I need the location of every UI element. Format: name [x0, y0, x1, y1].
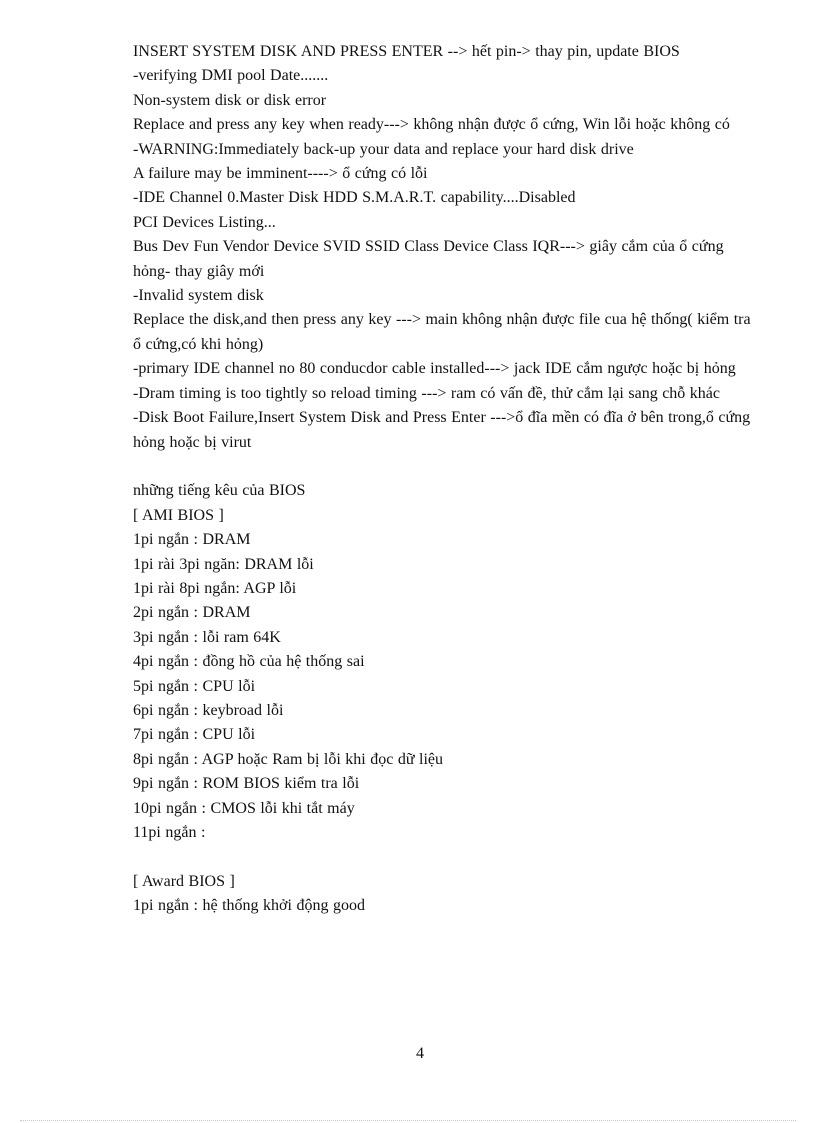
error-message-line: INSERT SYSTEM DISK AND PRESS ENTER --> hết pin-> thay pin, update BIOS	[133, 43, 680, 60]
ami-beep-item: 11pi ngắn :	[133, 823, 206, 841]
ami-beep-item: 9pi ngắn : ROM BIOS kiểm tra lỗi	[133, 775, 360, 793]
ami-beep-item: 5pi ngắn : CPU lỗi	[133, 677, 256, 695]
error-message-line: Replace the disk,and then press any key ---> main không nhận được file cua hệ thống( kiểm tra ổ cứng,có khi hỏng)	[133, 311, 756, 353]
error-message-line: A failure may be imminent----> ổ cứng có lỗi	[133, 165, 428, 183]
page-bottom-divider	[20, 1120, 796, 1121]
error-message-line: -verifying DMI pool Date.......	[133, 67, 329, 85]
ami-beep-item: 10pi ngắn : CMOS lỗi khi tắt máy	[133, 799, 355, 817]
ami-beep-item: 1pi rài 3pi ngăn: DRAM lỗi	[133, 555, 314, 573]
ami-beep-item: 2pi ngắn : DRAM	[133, 604, 251, 622]
document-body	[133, 40, 763, 919]
ami-beep-item: 1pi rài 8pi ngắn: AGP lỗi	[133, 579, 297, 597]
ami-bios-heading: [ AMI BIOS ]	[133, 506, 224, 524]
beeps-heading: những tiếng kêu của BIOS	[133, 482, 306, 500]
ami-beep-item: 3pi ngắn : lỗi ram 64K	[133, 628, 281, 646]
ami-beep-item: 1pi ngắn : DRAM	[133, 531, 251, 549]
ami-beep-item: 4pi ngắn : đồng hồ của hệ thống sai	[133, 653, 365, 671]
ami-beep-item: 6pi ngắn : keybroad lỗi	[133, 701, 284, 719]
award-beep-item: 1pi ngắn : hệ thống khởi động good	[133, 897, 365, 915]
error-message-line: Bus Dev Fun Vendor Device SVID SSID Class Device Class IQR---> giây cắm của ổ cứng hỏng- thay giây mới	[133, 238, 729, 280]
error-message-line: -IDE Channel 0.Master Disk HDD S.M.A.R.T. capability....Disabled	[133, 189, 576, 207]
error-message-line: -Dram timing is too tightly so reload timing ---> ram có vấn đề, thử cắm lại sang chỗ khác	[133, 384, 720, 402]
error-message-line: -WARNING:Immediately back-up your data and replace your hard disk drive	[133, 140, 634, 158]
ami-beep-item: 7pi ngắn : CPU lỗi	[133, 726, 256, 744]
error-message-line: -Invalid system disk	[133, 287, 264, 305]
error-message-line: -Disk Boot Failure,Insert System Disk and Press Enter --->ổ đĩa mền có đĩa ở bên trong,ổ cứng hỏng hoặc bị virut	[133, 409, 755, 451]
error-message-line: -primary IDE channel no 80 conducdor cable installed---> jack IDE cắm ngược hoặc bị hỏng	[133, 360, 736, 378]
error-message-line: Replace and press any key when ready---> không nhận được ổ cứng, Win lỗi hoặc không có	[133, 116, 730, 134]
blank-line	[133, 455, 763, 479]
page-number: 4	[416, 1045, 424, 1062]
blank-line	[133, 845, 763, 869]
error-message-line: PCI Devices Listing...	[133, 213, 276, 231]
award-bios-heading: [ Award BIOS ]	[133, 872, 235, 890]
ami-beep-item: 8pi ngắn : AGP hoặc Ram bị lỗi khi đọc dữ liệu	[133, 750, 443, 768]
error-message-line: Non-system disk or disk error	[133, 91, 327, 109]
